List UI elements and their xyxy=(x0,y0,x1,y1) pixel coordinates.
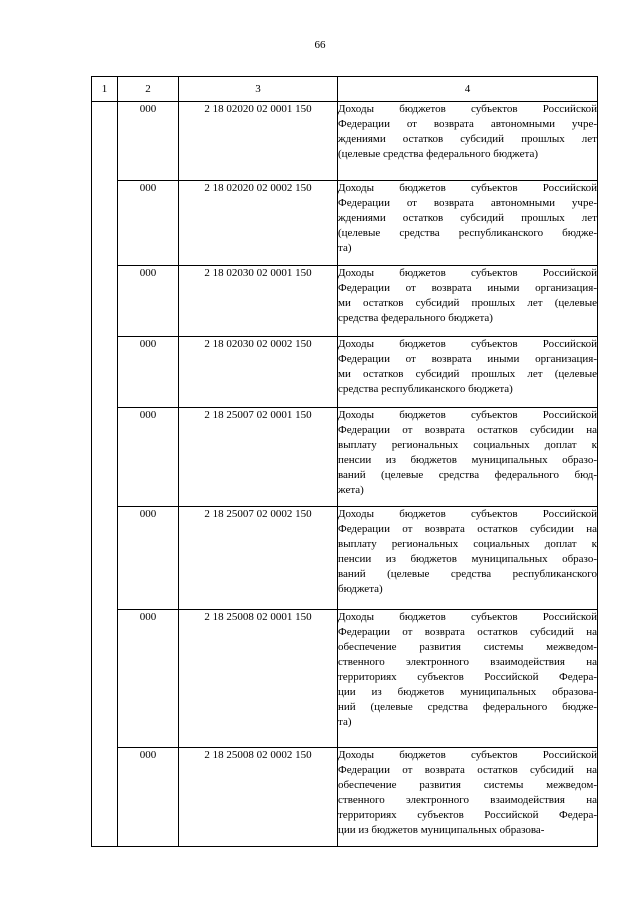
admin-code-cell: 000 xyxy=(118,748,179,847)
table-row xyxy=(92,507,598,610)
description-line: ждениями остатков субсидий прошлых лет xyxy=(338,133,597,145)
description-line: обеспечение развития системы межведом- xyxy=(338,779,597,791)
admin-code-cell: 000 xyxy=(118,266,179,337)
budget-classification-code-cell: 2 18 02020 02 0002 150 xyxy=(179,181,338,266)
description-line: Доходы бюджетов субъектов Российской xyxy=(338,182,597,194)
income-description-cell xyxy=(338,748,598,847)
description-line: ждениями остатков субсидий прошлых лет xyxy=(338,212,597,224)
budget-classification-code-cell: 2 18 25007 02 0002 150 xyxy=(179,507,338,610)
description-line: ции из бюджетов муниципальных образова- xyxy=(338,824,545,836)
description-line: Федерации от возврата остатков субсидии на xyxy=(338,523,597,535)
admin-code-cell: 000 xyxy=(118,337,179,408)
budget-classification-code-cell: 2 18 25007 02 0001 150 xyxy=(179,408,338,507)
description-line: обеспечение развития системы межведом- xyxy=(338,641,597,653)
table-header-row xyxy=(92,77,598,102)
description-line: бюджета) xyxy=(338,583,383,595)
income-description-cell xyxy=(338,610,598,748)
description-line: выплату региональных социальных доплат к xyxy=(338,538,597,550)
table-row xyxy=(92,102,598,181)
budget-classification-code-cell: 2 18 25008 02 0002 150 xyxy=(179,748,338,847)
description-line: Федерации от возврата остатков субсидий на xyxy=(338,764,597,776)
page-number: 66 xyxy=(314,39,326,51)
table-row xyxy=(92,610,598,748)
description-line: Федерации от возврата автономными учре- xyxy=(338,118,597,130)
description-line: Доходы бюджетов субъектов Российской xyxy=(338,338,597,350)
budget-classification-code-cell: 2 18 25008 02 0001 150 xyxy=(179,610,338,748)
description-line: ваний (целевые средства республиканского xyxy=(338,568,597,580)
income-description-cell xyxy=(338,337,598,408)
table-row xyxy=(92,181,598,266)
budget-classification-code-cell: 2 18 02030 02 0001 150 xyxy=(179,266,338,337)
column-header-1: 1 xyxy=(92,77,118,102)
description-line: ми остатков субсидий прошлых лет (целевые xyxy=(338,297,597,309)
budget-classification-code-cell: 2 18 02020 02 0001 150 xyxy=(179,102,338,181)
description-line: Федерации от возврата остатков субсидий на xyxy=(338,626,597,638)
admin-code-cell: 000 xyxy=(118,610,179,748)
admin-code-cell: 000 xyxy=(118,181,179,266)
description-line: ственного электронного взаимодействия на xyxy=(338,656,597,668)
income-description-cell xyxy=(338,266,598,337)
income-description-cell xyxy=(338,102,598,181)
column-header-3: 3 xyxy=(179,77,338,102)
description-line: средства республиканского бюджета) xyxy=(338,383,513,395)
table-row xyxy=(92,266,598,337)
table-row xyxy=(92,408,598,507)
admin-code-cell: 000 xyxy=(118,507,179,610)
budget-classification-code-cell: 2 18 02030 02 0002 150 xyxy=(179,337,338,408)
description-line: Федерации от возврата остатков субсидии на xyxy=(338,424,597,436)
description-line: Федерации от возврата иными организация- xyxy=(338,282,597,294)
income-description-cell xyxy=(338,507,598,610)
table-row xyxy=(92,337,598,408)
table-body xyxy=(92,102,598,847)
description-line: жета) xyxy=(338,484,364,496)
column-header-2: 2 xyxy=(118,77,179,102)
description-line: ственного электронного взаимодействия на xyxy=(338,794,597,806)
description-line: Федерации от возврата автономными учре- xyxy=(338,197,597,209)
admin-code-cell: 000 xyxy=(118,102,179,181)
description-line: Доходы бюджетов субъектов Российской xyxy=(338,749,597,761)
description-line: Доходы бюджетов субъектов Российской xyxy=(338,508,597,520)
description-line: ции из бюджетов муниципальных образова- xyxy=(338,686,597,698)
income-description-cell xyxy=(338,181,598,266)
description-line: ний (целевые средства федерального бюдже- xyxy=(338,701,597,713)
description-line: пенсии из бюджетов муниципальных образо- xyxy=(338,553,597,565)
description-line: территориях субъектов Российской Федера- xyxy=(338,671,597,683)
description-line: Доходы бюджетов субъектов Российской xyxy=(338,409,597,421)
description-line: Доходы бюджетов субъектов Российской xyxy=(338,611,597,623)
description-line: (целевые средства республиканского бюдже- xyxy=(338,227,597,239)
description-line: выплату региональных социальных доплат к xyxy=(338,439,597,451)
description-line: Доходы бюджетов субъектов Российской xyxy=(338,267,597,279)
row-number-cell xyxy=(92,102,118,847)
table-row xyxy=(92,748,598,847)
description-line: та) xyxy=(338,716,352,728)
description-line: Федерации от возврата иными организация- xyxy=(338,353,597,365)
admin-code-cell: 000 xyxy=(118,408,179,507)
description-line: Доходы бюджетов субъектов Российской xyxy=(338,103,597,115)
budget-codes-table xyxy=(91,76,598,847)
description-line: (целевые средства федерального бюджета) xyxy=(338,148,538,160)
description-line: территориях субъектов Российской Федера- xyxy=(338,809,597,821)
description-line: та) xyxy=(338,242,352,254)
description-line: ваний (целевые средства федерального бюд- xyxy=(338,469,597,481)
column-header-4: 4 xyxy=(338,77,598,102)
description-line: ми остатков субсидий прошлых лет (целевые xyxy=(338,368,597,380)
description-line: пенсии из бюджетов муниципальных образо- xyxy=(338,454,597,466)
income-description-cell xyxy=(338,408,598,507)
description-line: средства федерального бюджета) xyxy=(338,312,493,324)
